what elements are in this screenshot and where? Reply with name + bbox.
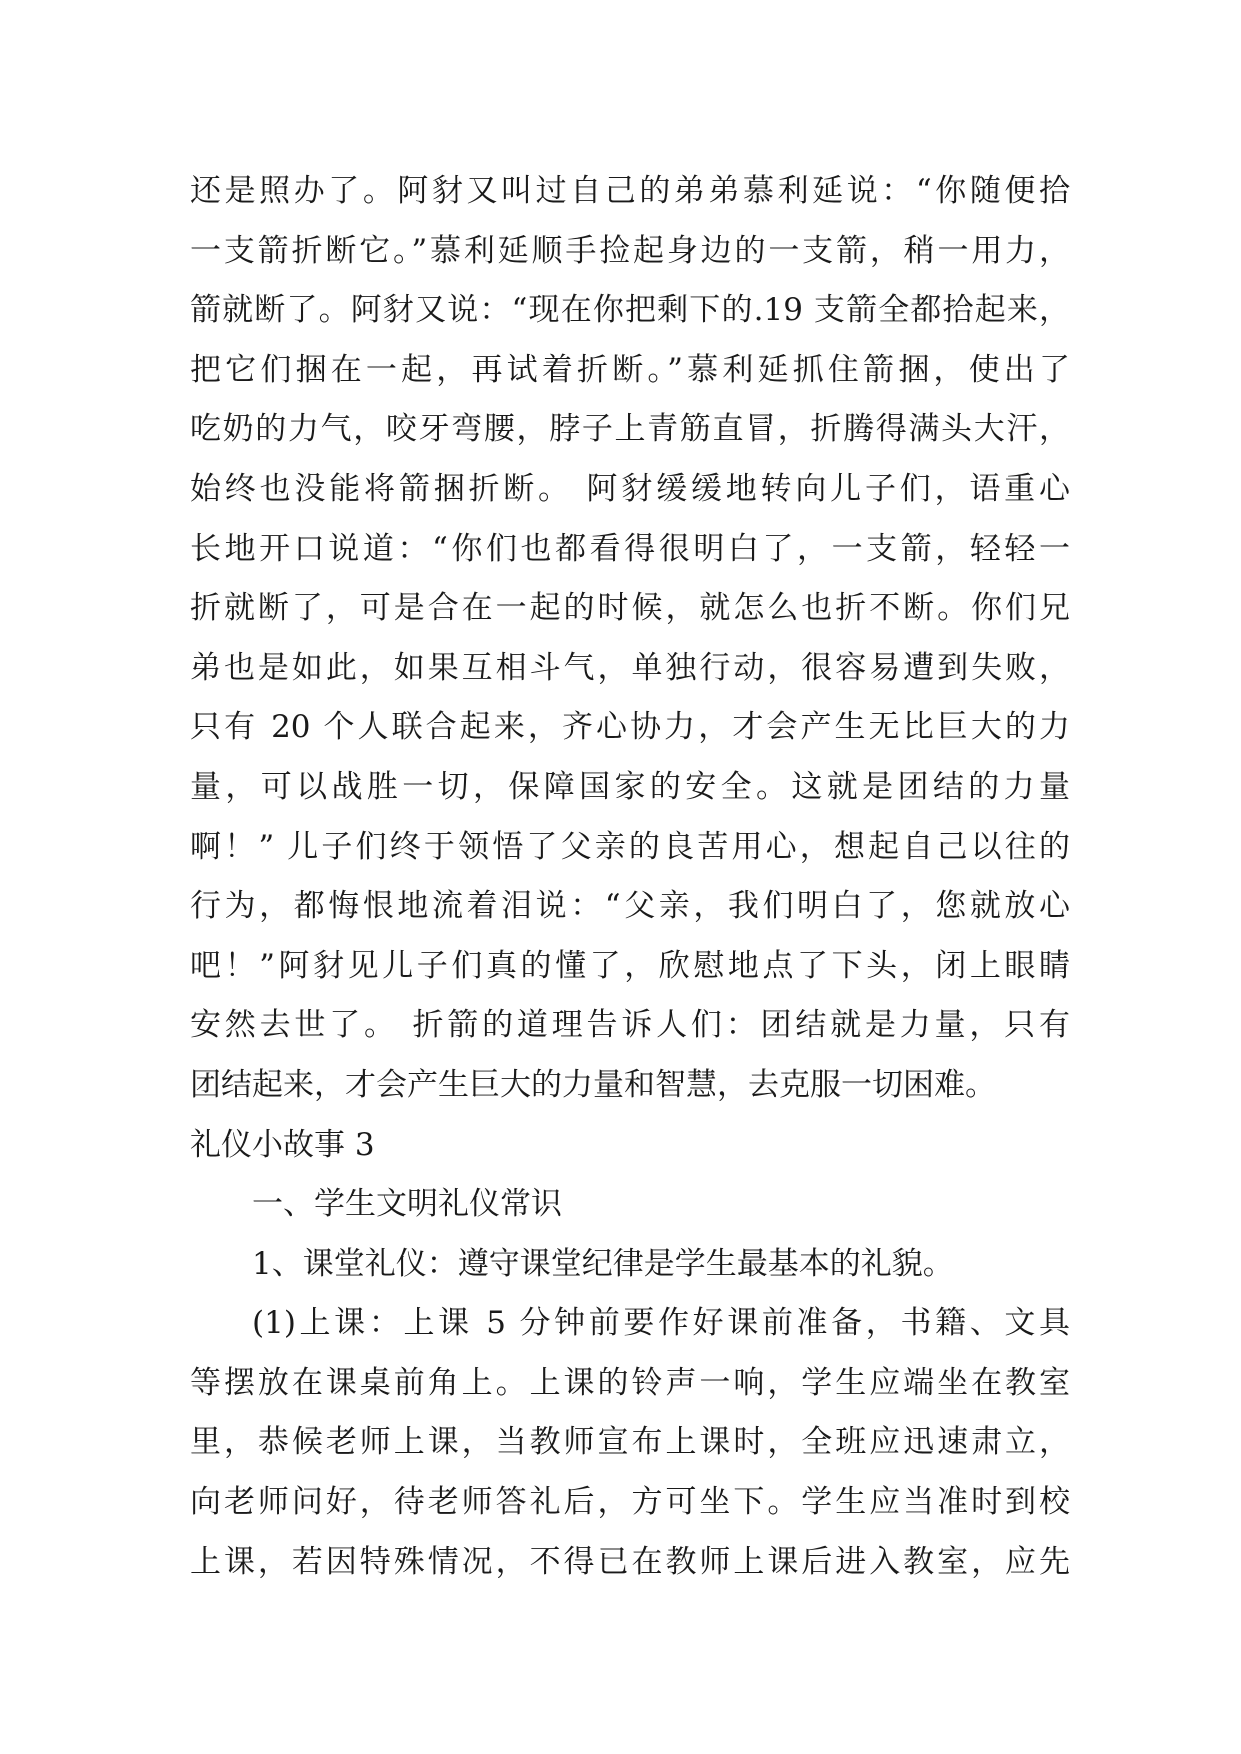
paragraph-line: 等摆放在课桌前角上。上课的铃声一响，学生应端坐在教室 [190, 1364, 1070, 1401]
story-heading: 礼仪小故事 3 [190, 1126, 375, 1163]
text-line: 还是照办了。阿豺又叫过自己的弟弟慕利延说：“你随便拾 [190, 173, 1070, 209]
text-line: 始终也没能将箭捆折断。 阿豺缓缓地转向儿子们，语重心 [190, 470, 1070, 507]
text-line: 弟也是如此，如果互相斗气，单独行动，很容易遭到失败， [190, 649, 1070, 686]
text-line: 行为，都悔恨地流着泪说：“父亲，我们明白了，您就放心 [190, 888, 1070, 925]
text-line: 吃奶的力气，咬牙弯腰，脖子上青筋直冒，折腾得满头大汗， [190, 411, 1070, 448]
text-line: 把它们捆在一起，再试着折断。”慕利延抓住箭捆，使出了 [190, 351, 1070, 388]
text-line: 啊！” 儿子们终于领悟了父亲的良苦用心，想起自己以往的 [190, 828, 1070, 865]
text-line: 量，可以战胜一切，保障国家的安全。这就是团结的力量 [190, 768, 1070, 805]
text-line: 箭就断了。阿豺又说：“现在你把剩下的.19 支箭全都拾起来， [190, 292, 1070, 329]
text-line: 只有 20 个人联合起来，齐心协力，才会产生无比巨大的力 [190, 709, 1070, 746]
text-line: 长地开口说道：“你们也都看得很明白了，一支箭，轻轻一 [190, 530, 1070, 567]
paragraph-line: 上课，若因特殊情况，不得已在教师上课后进入教室，应先 [190, 1543, 1070, 1580]
text-line: 折就断了，可是合在一起的时候，就怎么也折不断。你们兄 [190, 590, 1070, 627]
body-text [190, 162, 1070, 1592]
text-line: 安然去世了。 折箭的道理告诉人们：团结就是力量，只有 [190, 1007, 1070, 1044]
paragraph-line: 里，恭候老师上课，当教师宣布上课时，全班应迅速肃立， [190, 1424, 1070, 1461]
text-line: 吧！”阿豺见儿子们真的懂了，欣慰地点了下头，闭上眼睛 [190, 947, 1070, 984]
section-title: 一、学生文明礼仪常识 [252, 1186, 562, 1223]
text-line: 一支箭折断它。”慕利延顺手捡起身边的一支箭，稍一用力， [190, 232, 1070, 269]
paragraph-line: (1)上课：上课 5 分钟前要作好课前准备，书籍、文具 [252, 1305, 1070, 1342]
text-line: 团结起来，才会产生巨大的力量和智慧，去克服一切困难。 [190, 1066, 996, 1103]
paragraph-line: 向老师问好，待老师答礼后，方可坐下。学生应当准时到校 [190, 1484, 1070, 1521]
subsection-title: 1、课堂礼仪：遵守课堂纪律是学生最基本的礼貌。 [252, 1245, 954, 1282]
